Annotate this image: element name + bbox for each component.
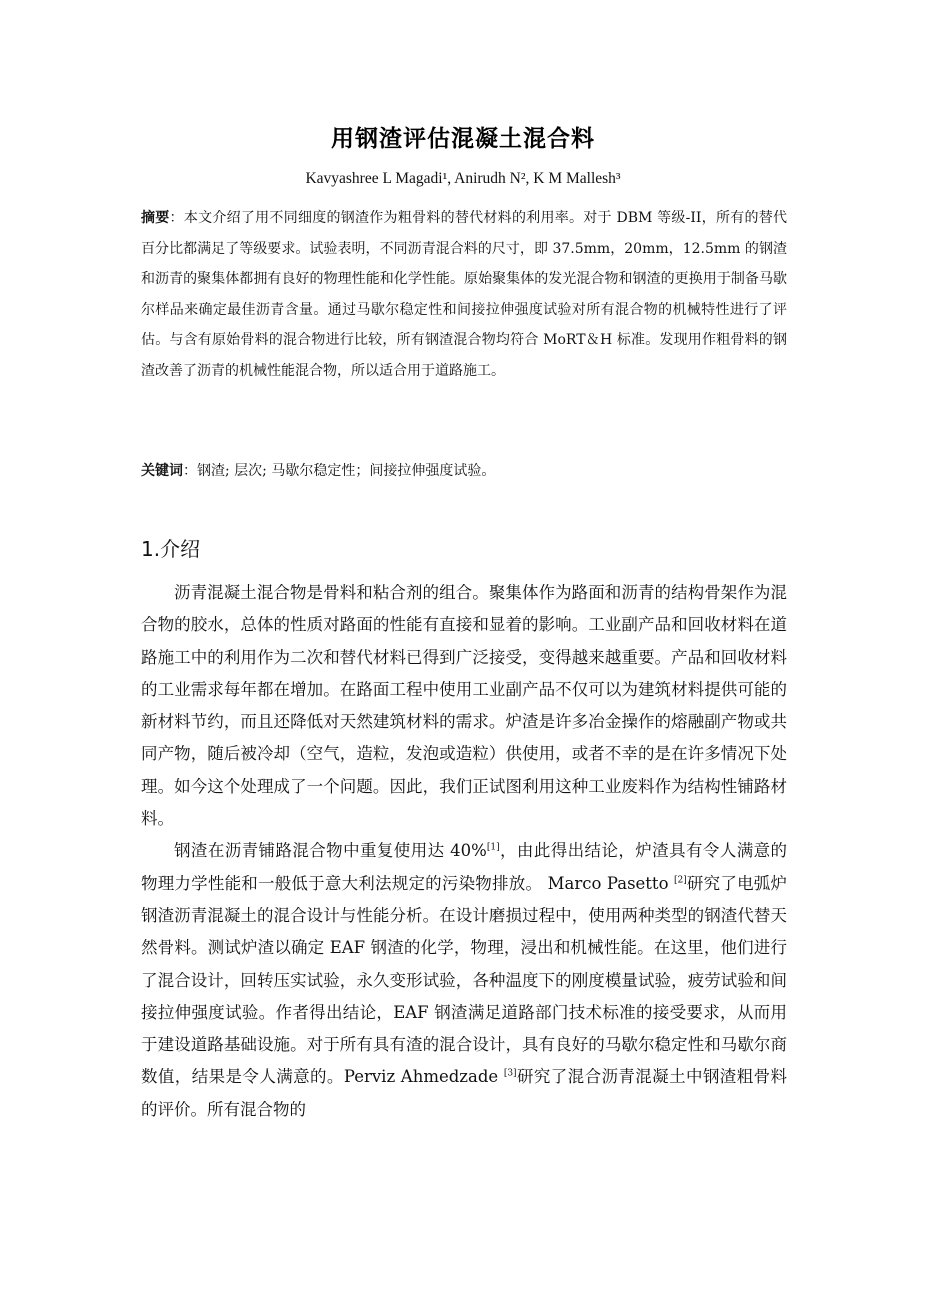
abstract-label-separator: ： <box>169 210 184 226</box>
abstract-label: 摘要 <box>141 210 170 226</box>
keywords <box>141 456 787 486</box>
paragraph-1: 沥青混凝土混合物是骨料和粘合剂的组合。聚集体作为路面和沥青的结构骨架作为混合物的胶水，总体的性质对路面的性能有直接和显着的影响。工业副产品和回收材料在道路施工中的利用作为二次和替代材料已得到广泛接受，变得越来越重要。产品和回收材料的工业需求每年都在增加。在路面工程中使用工业副产品不仅可以为建筑材料提供可能的新材料节约，而且还降低对天然建筑材料的需求。炉渣是许多冶金操作的熔融副产物或共同产物，随后被冷却（空气，造粒，发泡或造粒）供使用，或者不幸的是在许多情况下处理。如今这个处理成了一个问题。因此，我们正试图利用这种工业废料作为结构性铺路材料。 <box>141 583 787 829</box>
paper-title: 用钢渣评估混凝土混合料 <box>331 126 595 152</box>
citation-ref-3[interactable]: [3] <box>503 1068 517 1079</box>
section-body <box>141 577 787 1126</box>
citation-ref-2[interactable]: [2] <box>673 875 687 886</box>
citation-ref-1[interactable]: [1] <box>486 842 500 853</box>
abstract-text: 本文介绍了用不同细度的钢渣作为粗骨料的替代材料的利用率。对于 DBM 等级-II，所有的替代百分比都满足了等级要求。试验表明，不同沥青混合料的尺寸，即 37.5mm，20mm，12.5mm 的钢渣和沥青的聚集体都拥有良好的物理性能和化学性能。原始聚集体的发光混合物和钢渣的更换用于制备马歇尔样品来确定最佳沥青含量。通过马歇尔稳定性和间接拉伸强度试验对所有混合物的机械特性进行了评估。与含有原始骨料的混合物进行比较，所有钢渣混合物均符合 MoRT＆H 标准。发现用作粗骨料的钢渣改善了沥青的机械性能混合物，所以适合用于道路施工。 <box>141 210 788 379</box>
keywords-label-separator: ： <box>183 463 197 479</box>
paragraph-2 <box>141 835 787 1126</box>
paragraph-2-part-a: 钢渣在沥青铺路混合物中重复使用达 40% <box>174 841 487 861</box>
paragraph-2-part-b: ，由此得出结论，炉渣具有令人满意的物理力学性能和一般低于意大利法规定的污染物排放。 Marco Pasetto <box>141 841 788 893</box>
abstract <box>141 203 787 386</box>
paragraph-2-part-d: 研究了混合沥青混凝土中钢渣粗骨料的评价。所有混合物的 <box>141 1067 788 1119</box>
author-line: Kavyashree L Magadi¹, Anirudh N², K M Mallesh³ <box>305 170 621 187</box>
paragraph-2-part-c: 研究了电弧炉钢渣沥青混凝土的混合设计与性能分析。在设计磨损过程中，使用两种类型的钢渣代替天然骨料。测试炉渣以确定 EAF 钢渣的化学，物理，浸出和机械性能。在这里，他们进行了混合设计，回转压实试验，永久变形试验，各种温度下的刚度模量试验，疲劳试验和间接拉伸强度试验。作者得出结论，EAF 钢渣满足道路部门技术标准的接受要求，从而用于建设道路基础设施。对于所有具有渣的混合设计，具有良好的马歇尔稳定性和马歇尔商数值，结果是令人满意的。Perviz Ahmedzade <box>141 873 788 1087</box>
keywords-label: 关键词 <box>141 463 183 479</box>
section-heading: 1.介绍 <box>141 537 201 561</box>
keywords-text: 钢渣; 层次; 马歇尔稳定性；间接拉伸强度试验。 <box>197 463 496 479</box>
